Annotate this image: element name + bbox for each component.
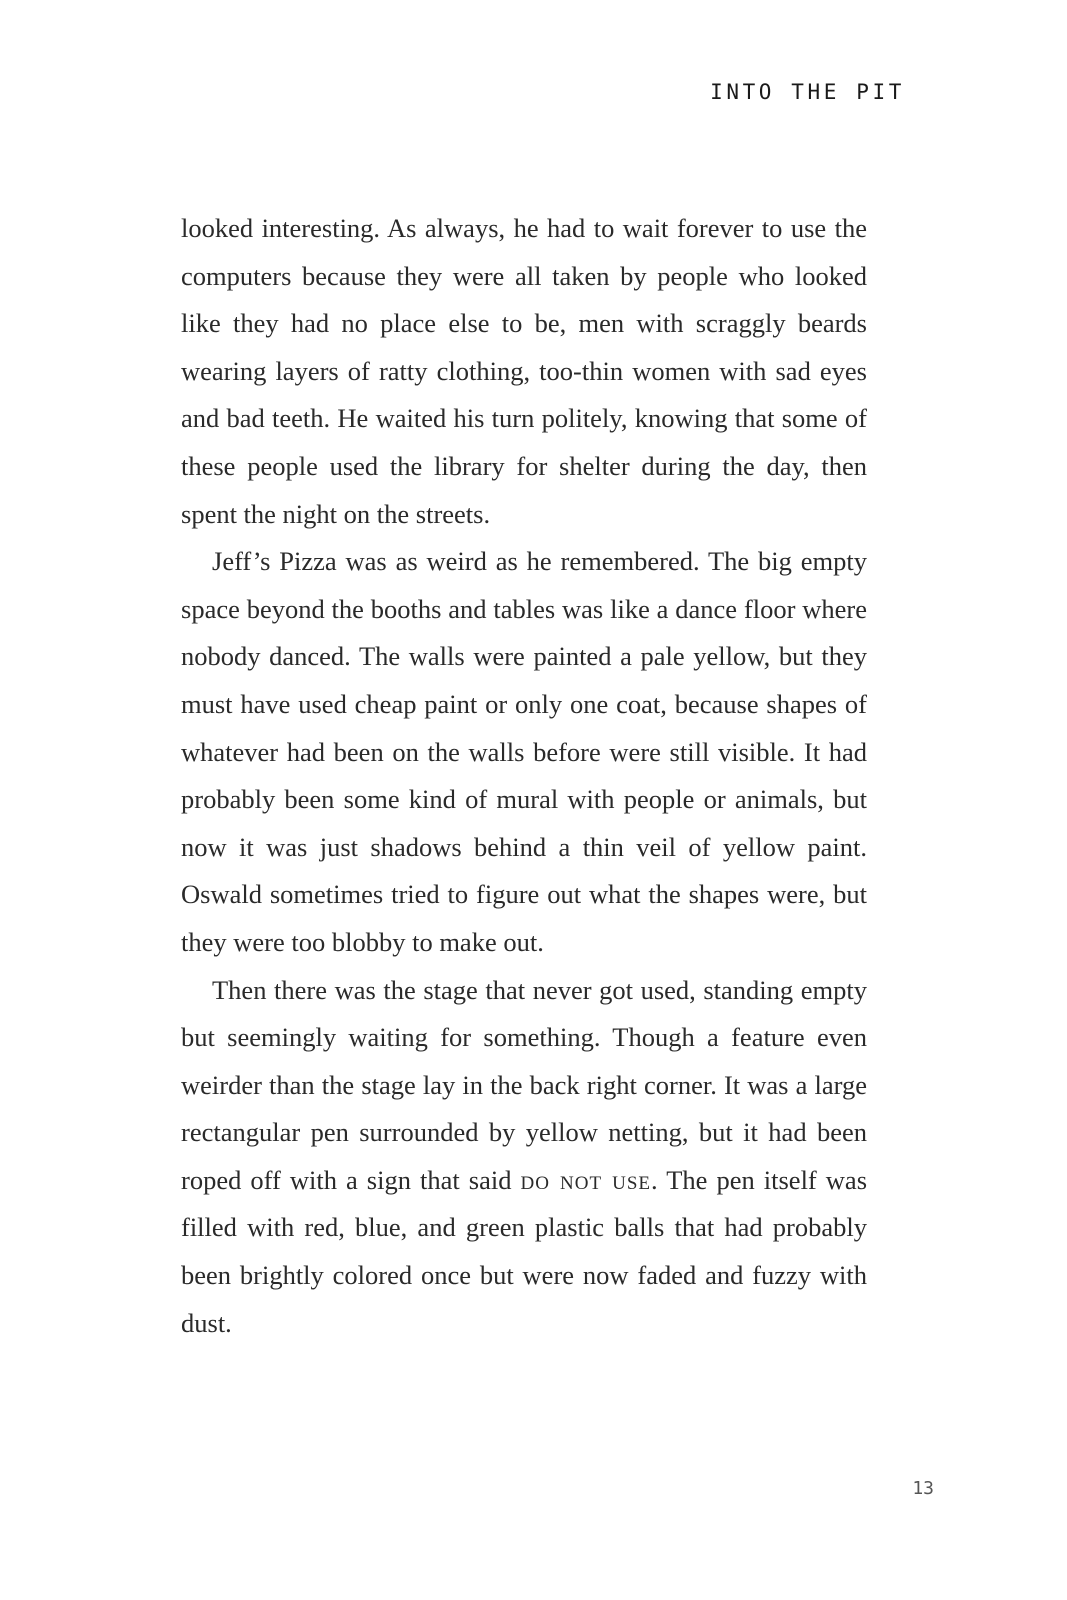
sign-text: do not use [520,1164,652,1195]
page-number: 13 [912,1478,934,1499]
running-head: INTO THE PIT [710,80,905,104]
paragraph-text: . The pen itself was filled with red, blue, and green plastic balls that had probably been brightly colored once but were now faded and fuzzy with dust. [181,1164,868,1338]
body-text [181,205,867,1347]
paragraph [181,967,867,1348]
paragraph: looked interesting. As always, he had to wait forever to use the computers because they were all taken by people who looked like they had no place else to be, men with scraggly beards wearing layers of ratty clothing, too-thin women with sad eyes and bad teeth. He waited his turn politely, knowing that some of these people used the library for shelter during the day, then spent the night on the streets. [181,213,867,529]
paragraph: Jeff’s Pizza was as weird as he remembered. The big empty space beyond the booths and tables was like a dance floor where nobody danced. The walls were painted a pale yellow, but they must have used cheap paint or only one coat, because shapes of whatever had been on the walls before were still visible. It had probably been some kind of mural with people or animals, but now it was just shadows behind a thin veil of yellow paint. Oswald sometimes tried to figure out what the shapes were, but they were too blobby to make out. [181,546,867,957]
paragraph-text: Then there was the stage that never got used, standing empty but seemingly waiting for something. Though a feature even weirder than the stage lay in the back right corner. It was a large rectangular pen surrounded by yellow netting, but it had been roped off with a sign that said [181,974,867,1195]
